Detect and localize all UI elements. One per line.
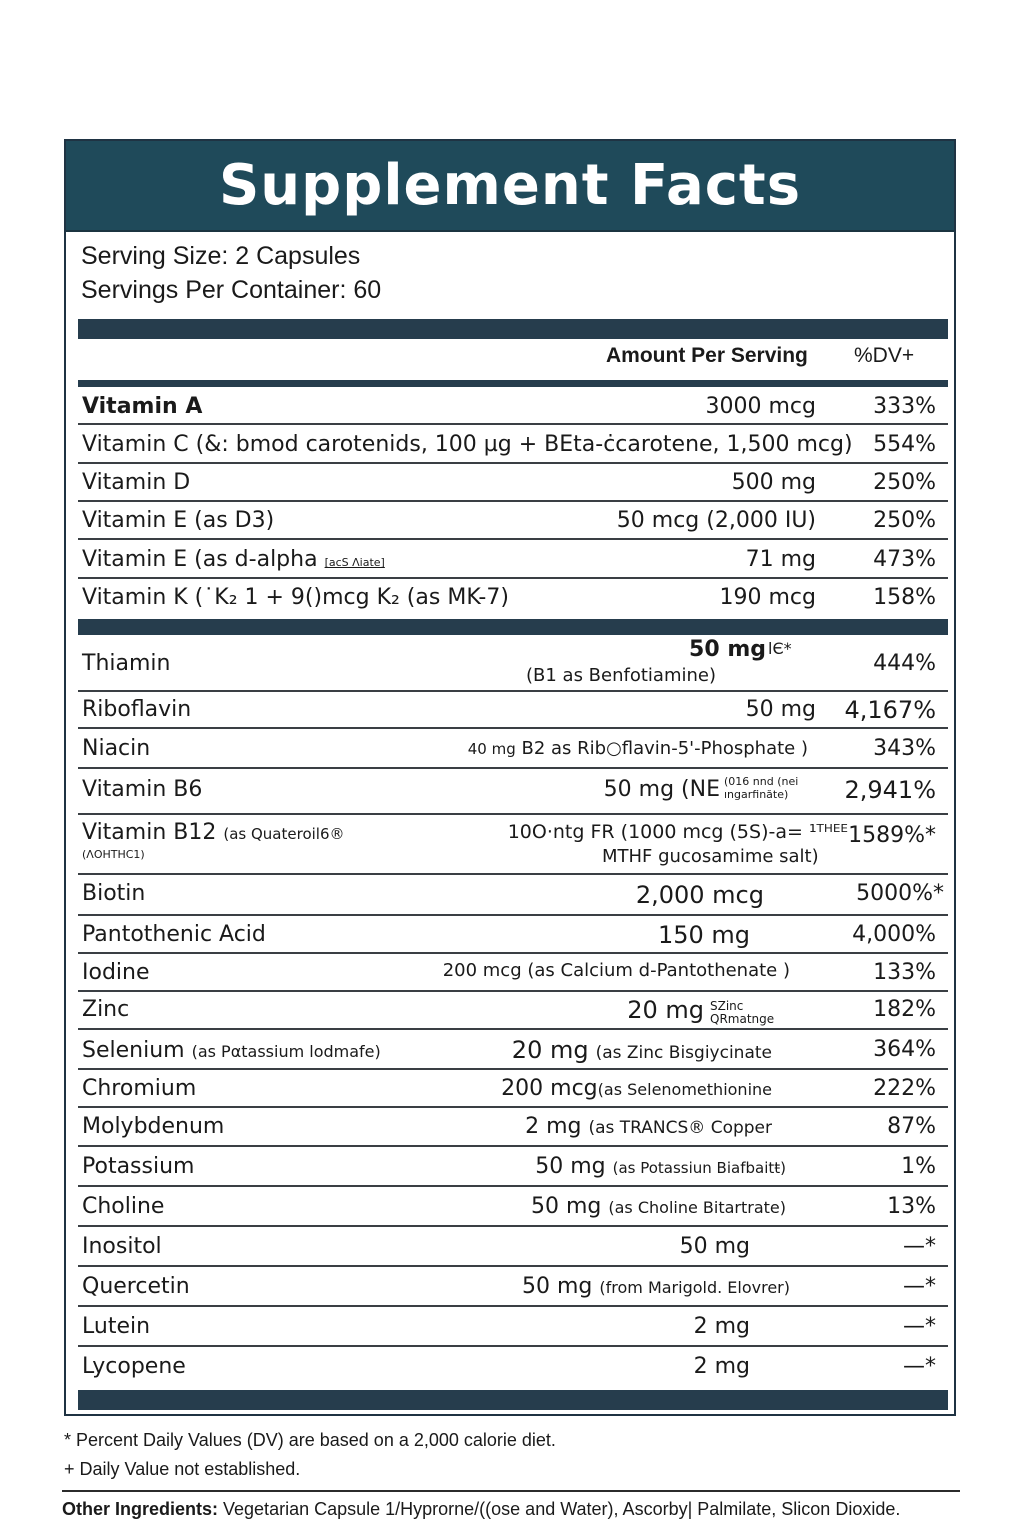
nutrient-dv: 333% <box>873 394 936 419</box>
nutrient-dv: 1% <box>901 1154 936 1179</box>
nutrient-name: Quercetin <box>82 1274 190 1299</box>
b-vitamins-minerals-section <box>78 635 948 1387</box>
other-ingredients <box>62 1499 900 1520</box>
nutrient-amount: 50 mg <box>745 697 816 722</box>
nutrient-amount: 50 mg <box>689 637 766 662</box>
table-row <box>78 815 948 875</box>
nutrient-name: Potassium <box>82 1154 195 1179</box>
nutrient-dv: 2,941% <box>844 776 936 804</box>
table-row <box>78 729 948 769</box>
nutrient-name: Iodine <box>82 960 150 985</box>
serving-size: Serving Size: 2 Capsules <box>81 242 361 270</box>
nutrient-dv: 133% <box>873 960 936 985</box>
table-row <box>78 1347 948 1387</box>
nutrient-dv: 250% <box>873 470 936 495</box>
nutrient-name: Chromium <box>82 1076 197 1101</box>
nutrient-amount: 20 mg <box>627 996 704 1024</box>
nutrient-name: Selenium (as Pαtassium lodmafe) <box>82 1038 381 1063</box>
table-row <box>78 1267 948 1307</box>
nutrient-dv: 473% <box>873 547 936 572</box>
nutrient-name: Vitamin B6 <box>82 777 203 802</box>
nutrient-amount: 20 mg (as Zinc Bisgiycinate <box>511 1036 772 1064</box>
vitamins-section <box>78 387 948 617</box>
table-row <box>78 425 948 464</box>
nutrient-dv: —* <box>903 1234 936 1259</box>
nutrient-name: Vitamin E (as d-alpha [acS Λiate] <box>82 547 385 572</box>
page-title: Supplement Facts <box>218 153 802 218</box>
nutrient-dv: 158% <box>873 585 936 610</box>
nutrient-name: Vitamin K (˙K₂ 1 + 9()mcg K₂ (as MK-7) <box>82 585 509 610</box>
nutrient-name: Lycopene <box>82 1354 186 1379</box>
nutrient-amount: 40 mg B2 as Rib○flavin-5'-Phosphate ) <box>467 738 808 759</box>
nutrient-dv: 182% <box>873 997 936 1022</box>
table-row <box>78 579 948 617</box>
nutrient-dv: 13% <box>887 1194 936 1219</box>
nutrient-dv: —* <box>903 1314 936 1339</box>
nutrient-dv: 343% <box>873 736 936 761</box>
nutrient-name: Vitamin B12 (as Quateroil6® <box>82 820 345 845</box>
nutrient-name: Molybdenum <box>82 1114 225 1139</box>
nutrient-note: lЄ* <box>768 639 792 658</box>
table-row <box>78 1307 948 1347</box>
nutrient-note: SZinc QRmatnge <box>710 999 775 1026</box>
table-row <box>78 954 948 992</box>
table-row <box>78 692 948 729</box>
nutrient-amount: 50 mg (as Choline Bitartrate) <box>530 1194 786 1219</box>
divider-bar <box>78 319 948 339</box>
divider-bar <box>78 1390 948 1410</box>
nutrient-dv: 4,000% <box>852 922 936 947</box>
table-row <box>78 1147 948 1187</box>
nutrient-amount: 50 mcg (2,000 IU) <box>616 508 816 533</box>
table-row <box>78 502 948 540</box>
nutrient-name: Choline <box>82 1194 165 1219</box>
nutrient-amount: 71 mg <box>745 547 816 572</box>
divider-line <box>62 1490 960 1492</box>
title-bar <box>66 141 954 232</box>
table-row <box>78 540 948 579</box>
table-row <box>78 1108 948 1147</box>
nutrient-name: Lutein <box>82 1314 151 1339</box>
nutrient-dv: —* <box>903 1274 936 1299</box>
nutrient-amount: 2 mg <box>693 1314 750 1339</box>
table-row <box>78 769 948 815</box>
nutrient-name: Vitamin A <box>82 394 203 419</box>
table-row <box>78 875 948 916</box>
other-ingredients-text: Vegetarian Capsule 1/Hyprorne/((ose and Water), Ascorby| Palmilate, Slicon Dioxide. <box>218 1499 901 1519</box>
supplement-facts-panel <box>64 139 956 1416</box>
header-amount-per-serving: Amount Per Serving <box>606 344 808 367</box>
nutrient-name: Inositol <box>82 1234 162 1259</box>
table-row <box>78 1070 948 1108</box>
footnote-daily-value: * Percent Daily Values (DV) are based on a 2,000 calorie diet. <box>64 1430 556 1450</box>
nutrient-amount: 10O·ntg FR (1000 mcg (5S)-a= ¹ᵀᴴᴱᴱ <box>507 821 848 843</box>
table-row <box>78 1187 948 1227</box>
nutrient-amount: 190 mcg <box>719 585 816 610</box>
table-row <box>78 1227 948 1267</box>
nutrient-amount: 50 mg <box>679 1234 750 1259</box>
nutrient-source-code: (ɅOHTHC1) <box>82 848 145 861</box>
nutrient-amount: 50 mg (as Potassiun Biafbaitŧ) <box>535 1154 786 1179</box>
nutrient-name: Thiamin <box>82 651 171 676</box>
table-row <box>78 387 948 425</box>
nutrient-source: MTHF gucosamime salt) <box>602 846 819 867</box>
table-row <box>78 635 948 692</box>
nutrient-name: Vitamin E (as D3) <box>82 508 275 533</box>
nutrient-amount: 2 mg <box>693 1354 750 1379</box>
table-row <box>78 916 948 954</box>
nutrient-amount: 50 mg (from Marigold. Elovrer) <box>521 1274 790 1299</box>
footnotes <box>64 1426 556 1484</box>
nutrient-name: Vitamin C (&: bmod carotenids, 100 µg + BEta-ċcarotene, 1,500 mcg) <box>82 432 853 457</box>
divider-bar <box>78 619 948 635</box>
nutrient-name: Pantothenic Acid <box>82 922 266 947</box>
nutrient-amount: 500 mg <box>731 470 816 495</box>
nutrient-amount: 150 mg <box>657 921 750 949</box>
nutrient-amount: 3000 mcg <box>705 394 816 419</box>
nutrient-dv: 444% <box>873 651 936 676</box>
nutrient-amount: 200 mcg(as Selenomethionine <box>501 1076 772 1101</box>
nutrient-dv: 87% <box>887 1114 936 1139</box>
table-row <box>78 464 948 502</box>
other-ingredients-label: Other Ingredients: <box>62 1499 219 1519</box>
nutrient-amount: 200 mcg (as Calcium d-Pantothenate ) <box>442 960 790 981</box>
nutrient-dv: 250% <box>873 508 936 533</box>
nutrient-dv: 5000%* <box>856 881 944 906</box>
table-row <box>78 1030 948 1070</box>
nutrient-amount: 2 mg (as TRANCS® Copper <box>525 1114 772 1139</box>
footnote-not-established: + Daily Value not established. <box>64 1459 301 1479</box>
nutrient-dv: —* <box>903 1354 936 1379</box>
nutrient-name: Riboflavin <box>82 697 192 722</box>
nutrient-amount: 2,000 mcg <box>635 881 764 909</box>
nutrient-name: Niacin <box>82 736 151 761</box>
nutrient-dv: 222% <box>873 1076 936 1101</box>
nutrient-name: Zinc <box>82 997 130 1022</box>
nutrient-dv: 364% <box>873 1037 936 1062</box>
nutrient-dv: 4,167% <box>844 696 936 724</box>
table-row <box>78 992 948 1030</box>
serving-info <box>81 239 381 307</box>
nutrient-source: (B1 as Benfotiamine) <box>526 665 716 686</box>
nutrient-dv: 1589%* <box>848 823 936 848</box>
nutrient-note: (016 nnd (nei ıngarfinăte) <box>724 775 799 801</box>
divider-bar <box>78 380 948 387</box>
header-daily-value: %DV+ <box>854 344 915 367</box>
nutrient-dv: 554% <box>873 432 936 457</box>
nutrient-amount: 50 mg (NE <box>603 777 720 802</box>
nutrient-name: Vitamin D <box>82 470 191 495</box>
nutrient-name: Biotin <box>82 881 146 906</box>
servings-per-container: Servings Per Container: 60 <box>81 276 382 304</box>
